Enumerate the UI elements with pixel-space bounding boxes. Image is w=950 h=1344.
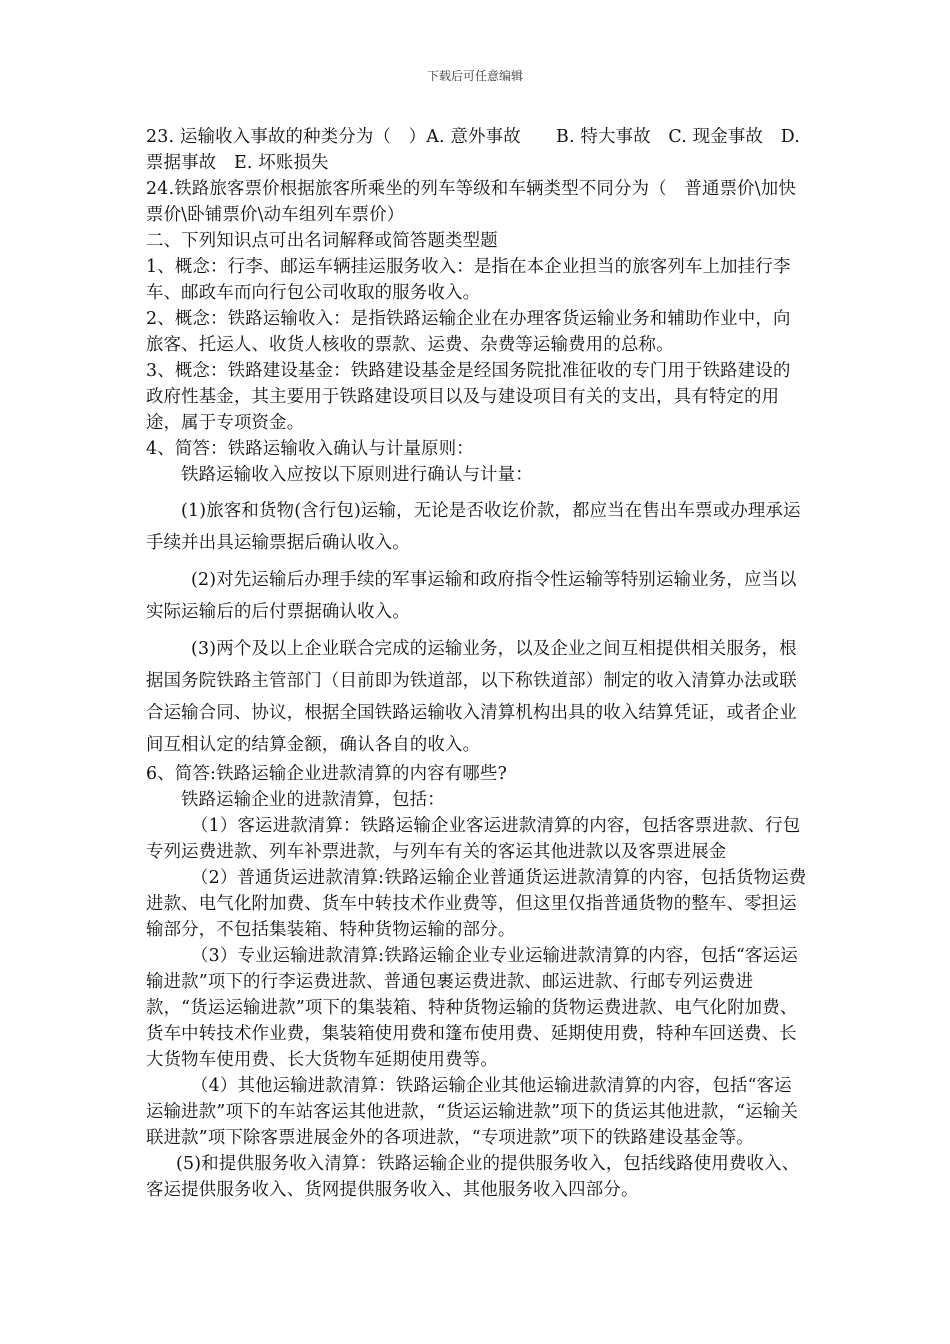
page-header: 下载后可任意编辑 bbox=[426, 69, 523, 83]
concept-3: 3、概念：铁路建设基金：铁路建设基金是经国务院批准征收的专门用于铁路建设的政府性基金，其主要用于铁路建设项目以及与建设项目有关的支出，具有特定的用途，属于专项资金。 bbox=[146, 361, 791, 433]
question-23: 23. 运输收入事故的种类分为（ ）A. 意外事故 B. 特大事故 C. 现金事故 D. 票据事故 E. 坏账损失 bbox=[146, 127, 800, 173]
section-heading: 二、下列知识点可出名词解释或简答题类型题 bbox=[146, 231, 498, 251]
short-answer-4: 4、简答：铁路运输收入确认与计量原则： bbox=[146, 439, 474, 459]
principle-1: (1)旅客和货物(含行包)运输，无论是否收讫价款，都应当在售出车票或办理承运手续并出具运输票据后确认收入。 bbox=[146, 501, 801, 553]
question-24: 24.铁路旅客票价根据旅客所乘坐的列车等级和车辆类型不同分为（ 普通票价\加快票价\卧铺票价\动车组列车票价） bbox=[146, 179, 796, 225]
settlement-1: （1）客运进款清算：铁路运输企业客运进款清算的内容，包括客票进款、行包专列运费进款、列车补票进款，与列车有关的客运其他进款以及客票进展金 bbox=[146, 816, 801, 862]
concept-2: 2、概念：铁路运输收入：是指铁路运输企业在办理客货运输业务和辅助作业中，向旅客、托运人、收货人核收的票款、运费、杂费等运输费用的总称。 bbox=[146, 309, 791, 355]
settlement-intro: 铁路运输企业的进款清算，包括： bbox=[181, 790, 445, 810]
settlement-4: （4）其他运输进款清算：铁路运输企业其他运输进款清算的内容，包括“客运运输进款”项下的车站客运其他进款，“货运运输进款”项下的货运其他进款，“运输关联进款”项下除客票进展金外的各项进款，“专项进款”项下的铁路建设基金等。 bbox=[146, 1076, 799, 1148]
principle-3: (3)两个及以上企业联合完成的运输业务，以及企业之间互相提供相关服务，根据国务院铁路主管部门（目前即为铁道部，以下称铁道部）制定的收入清算办法或联合运输合同、协议，根据全国铁路运输收入清算机构出具的收入结算凭证，或者企业间互相认定的结算金额，确认各自的收入。 bbox=[146, 639, 797, 755]
short-answer-6: 6、简答:铁路运输企业进款清算的内容有哪些? bbox=[146, 764, 508, 784]
concept-1: 1、概念：行李、邮运车辆挂运服务收入：是指在本企业担当的旅客列车上加挂行李车、邮政车而向行包公司收取的服务收入。 bbox=[146, 257, 791, 303]
settlement-3: （3）专业运输进款清算:铁路运输企业专业运输进款清算的内容，包括“客运运输进款”项下的行李运费进款、普通包裹运费进款、邮运进款、行邮专列运费进款，“货运运输进款”项下的集装箱、特种货物运输的货物运费进款、电气化附加费、货车中转技术作业费，集装箱使用费和篷布使用费、延期使用费，特种车回送费、长大货物车使用费、长大货物车延期使用费等。 bbox=[146, 946, 798, 1070]
document-body bbox=[146, 124, 808, 1203]
settlement-2: （2）普通货运进款清算:铁路运输企业普通货运进款清算的内容，包括货物运费进款、电气化附加费、货车中转技术作业费等，但这里仅指普通货物的整车、零担运输部分，不包括集装箱、特种货物运输的部分。 bbox=[146, 868, 807, 940]
settlement-5: (5)和提供服务收入清算：铁路运输企业的提供服务收入，包括线路使用费收入、客运提供服务收入、货网提供服务收入、其他服务收入四部分。 bbox=[146, 1154, 800, 1200]
principle-intro: 铁路运输收入应按以下原则进行确认与计量： bbox=[181, 465, 533, 485]
principle-2: (2)对先运输后办理手续的军事运输和政府指令性运输等特别运输业务，应当以实际运输后的后付票据确认收入。 bbox=[146, 570, 797, 622]
